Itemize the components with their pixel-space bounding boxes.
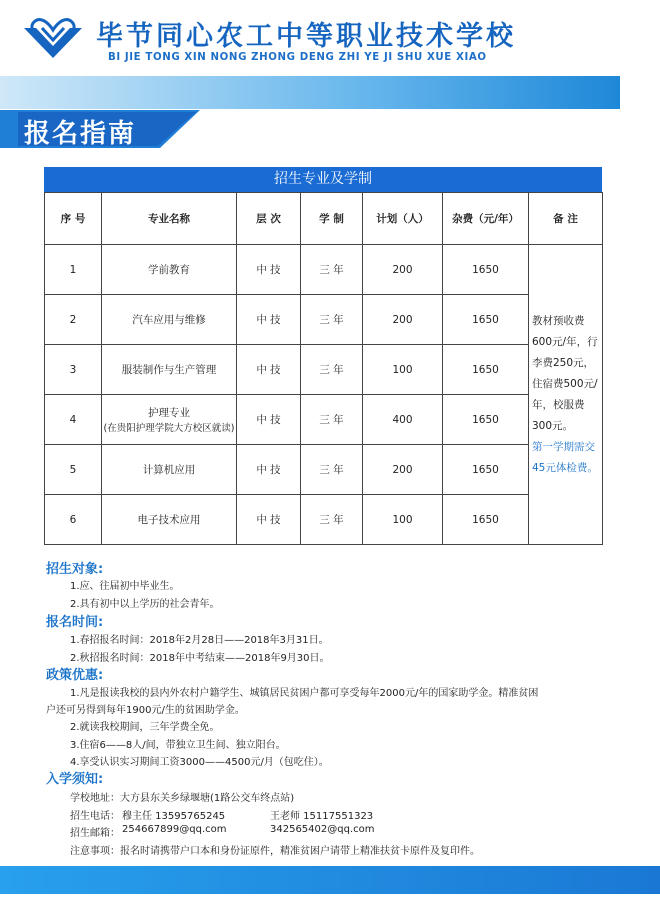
notice-phone-2: 王老师 15117551323 bbox=[270, 811, 374, 822]
col-header-major: 专业名称 bbox=[102, 193, 237, 245]
cell-level: 中 技 bbox=[237, 245, 301, 295]
cell-plan: 200 bbox=[363, 445, 443, 495]
cell-level: 中 技 bbox=[237, 395, 301, 445]
cell-no: 4 bbox=[45, 395, 102, 445]
cell-major-sub: (在贵阳护理学院大方校区就读) bbox=[103, 423, 235, 434]
cell-years: 三 年 bbox=[301, 295, 363, 345]
majors-table bbox=[44, 192, 603, 545]
cell-level: 中 技 bbox=[237, 495, 301, 545]
cell-plan: 400 bbox=[363, 395, 443, 445]
notice-address: 学校地址：大方县东关乡绿堰塘(1路公交车终点站) bbox=[70, 793, 295, 804]
notice-phone-1: 穆主任 13595765245 bbox=[122, 811, 226, 822]
cell-major-name: 护理专业 bbox=[148, 407, 190, 419]
cell-fee: 1650 bbox=[443, 445, 529, 495]
times-item: 2.秋招报名时间：2018年中考结束——2018年9月30日。 bbox=[70, 653, 330, 664]
school-logo bbox=[22, 18, 84, 62]
cell-no: 5 bbox=[45, 445, 102, 495]
cell-level: 中 技 bbox=[237, 445, 301, 495]
cell-plan: 100 bbox=[363, 495, 443, 545]
cell-no: 6 bbox=[45, 495, 102, 545]
school-name-en: BI JIE TONG XIN NONG ZHONG DENG ZHI YE JI SHU XUE XIAO bbox=[108, 52, 487, 63]
notice-email-label: 招生邮箱： bbox=[70, 828, 120, 839]
cell-plan: 200 bbox=[363, 245, 443, 295]
targets-item: 1.应、往届初中毕业生。 bbox=[70, 581, 180, 592]
policy-item: 4.享受认识实习期间工资3000——4500元/月（包吃住）。 bbox=[70, 757, 329, 768]
cell-years: 三 年 bbox=[301, 445, 363, 495]
col-header-level: 层 次 bbox=[237, 193, 301, 245]
cell-years: 三 年 bbox=[301, 245, 363, 295]
cell-fee: 1650 bbox=[443, 395, 529, 445]
table-row bbox=[45, 495, 603, 545]
col-header-note: 备 注 bbox=[529, 193, 603, 245]
cell-years: 三 年 bbox=[301, 495, 363, 545]
cell-major: 服装制作与生产管理 bbox=[102, 345, 237, 395]
table-title: 招生专业及学制 bbox=[44, 167, 602, 192]
policy-item: 户还可另得到每年1900元/生的贫困助学金。 bbox=[46, 705, 245, 716]
cell-level: 中 技 bbox=[237, 345, 301, 395]
notice-email-2: 342565402@qq.com bbox=[270, 824, 375, 835]
cell-no: 2 bbox=[45, 295, 102, 345]
cell-major: 计算机应用 bbox=[102, 445, 237, 495]
col-header-plan: 计划（人） bbox=[363, 193, 443, 245]
col-header-years: 学 制 bbox=[301, 193, 363, 245]
notice-phone-label: 招生电话： bbox=[70, 811, 120, 822]
cell-plan: 100 bbox=[363, 345, 443, 395]
section-title-targets: 招生对象: bbox=[46, 562, 104, 577]
section-title-times: 报名时间: bbox=[46, 615, 104, 630]
table-row bbox=[45, 445, 603, 495]
cell-major: 电子技术应用 bbox=[102, 495, 237, 545]
table-header-row bbox=[45, 193, 603, 245]
cell-fee: 1650 bbox=[443, 345, 529, 395]
note-exam-fee: 第一学期需交45元体检费。 bbox=[532, 440, 598, 474]
table-row bbox=[45, 245, 603, 295]
table-row bbox=[45, 295, 603, 345]
guide-banner bbox=[0, 110, 218, 148]
guide-banner-text: 报名指南 bbox=[24, 119, 137, 149]
note-fees: 教材预收费600元/年，行李费250元，住宿费500元/年，校服费300元。 bbox=[532, 314, 598, 432]
cell-plan: 200 bbox=[363, 295, 443, 345]
cell-fee: 1650 bbox=[443, 495, 529, 545]
cell-years: 三 年 bbox=[301, 345, 363, 395]
cell-major bbox=[102, 395, 237, 445]
section-title-notice: 入学须知: bbox=[46, 772, 104, 787]
cell-note bbox=[529, 245, 603, 545]
notice-matters: 注意事项：报名时请携带户口本和身份证原件，精准贫困户请带上精准扶贫卡原件及复印件。 bbox=[70, 846, 480, 857]
notice-email-1: 254667899@qq.com bbox=[122, 824, 227, 835]
targets-item: 2.具有初中以上学历的社会青年。 bbox=[70, 599, 220, 610]
policy-item: 2.就读我校期间，三年学费全免。 bbox=[70, 722, 220, 733]
cell-level: 中 技 bbox=[237, 295, 301, 345]
cell-fee: 1650 bbox=[443, 245, 529, 295]
cell-no: 3 bbox=[45, 345, 102, 395]
cell-major: 汽车应用与维修 bbox=[102, 295, 237, 345]
policy-item: 1.凡是报读我校的县内外农村户籍学生、城镇居民贫困户都可享受每年2000元/年的国家助学金。精准贫困 bbox=[70, 688, 539, 699]
footer-stripe bbox=[0, 866, 660, 894]
school-name-cn: 毕节同心农工中等职业技术学校 bbox=[96, 21, 516, 52]
header-stripe bbox=[0, 76, 620, 109]
cell-no: 1 bbox=[45, 245, 102, 295]
policy-item: 3.住宿6——8人/间，带独立卫生间、独立阳台。 bbox=[70, 740, 286, 751]
cell-major: 学前教育 bbox=[102, 245, 237, 295]
times-item: 1.春招报名时间：2018年2月28日——2018年3月31日。 bbox=[70, 635, 329, 646]
col-header-no: 序 号 bbox=[45, 193, 102, 245]
col-header-fee: 杂费（元/年） bbox=[443, 193, 529, 245]
section-title-policy: 政策优惠: bbox=[46, 668, 104, 683]
cell-fee: 1650 bbox=[443, 295, 529, 345]
table-row bbox=[45, 345, 603, 395]
table-row bbox=[45, 395, 603, 445]
cell-years: 三 年 bbox=[301, 395, 363, 445]
